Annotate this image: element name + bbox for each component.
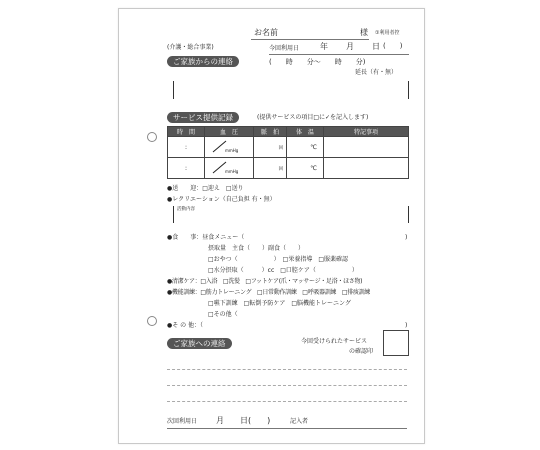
date-underline xyxy=(269,54,409,55)
notes-cell[interactable] xyxy=(324,137,409,158)
col-pulse: 脈 拍 xyxy=(254,127,287,137)
category-label: (介護・総合事業) xyxy=(167,44,214,51)
bp-unit: mmHg xyxy=(225,168,239,174)
pulse-cell[interactable] xyxy=(254,158,287,179)
pulse-unit: 回 xyxy=(278,145,283,151)
meal-line-4[interactable]: □水分摂取（ ）cc □口腔ケア（ ） xyxy=(208,267,358,274)
to-family-title: ご家族への連絡 xyxy=(167,338,232,349)
meal-line-2[interactable]: 摂取量 主食（ ）副食（ ） xyxy=(208,245,305,252)
meal-line-1[interactable]: ●食 事：昼食メニュー（ xyxy=(167,234,245,241)
temp-unit: ℃ xyxy=(310,143,317,151)
note-line[interactable] xyxy=(167,401,407,402)
training-line-2[interactable]: □嚥下訓練 □転倒予防ケア □脳機能トレーニング xyxy=(208,300,351,307)
transport-line[interactable]: ●送 迎：□迎え □送り xyxy=(167,185,244,192)
footer-underline xyxy=(167,428,407,429)
bp-cell[interactable] xyxy=(205,137,254,158)
stamp-box[interactable] xyxy=(383,330,409,356)
sama-label: 様 xyxy=(360,28,368,37)
pulse-cell[interactable] xyxy=(254,137,287,158)
next-day-label: 日( ) xyxy=(240,416,271,425)
notes-cell[interactable] xyxy=(324,158,409,179)
family-contact-title: ご家族からの連絡 xyxy=(167,56,239,67)
note-line[interactable] xyxy=(167,369,407,370)
vitals-row[interactable] xyxy=(168,158,409,179)
meal-line-3[interactable]: □おやつ（ ） □栄養指導 □服薬確認 xyxy=(208,256,349,263)
other-line[interactable]: ●そ の 他：（ xyxy=(167,322,204,329)
vitals-table xyxy=(167,126,409,179)
col-notes: 特記事項 xyxy=(324,127,409,137)
today-label: 今回利用日 xyxy=(269,45,300,52)
hygiene-line[interactable]: ●清潔ケア：□入浴 □洗髪 □フットケア(爪・マッサージ・足浴・ほさ物) xyxy=(167,278,363,285)
other-line-close: ) xyxy=(405,322,408,329)
day-label: 日 xyxy=(372,42,380,51)
col-temp: 体 温 xyxy=(287,127,324,137)
time-cell[interactable]: : xyxy=(168,158,205,179)
family-contact-box[interactable] xyxy=(173,81,409,99)
recreation-line[interactable]: ●レクリエーション（自己負担 有・無） xyxy=(167,196,276,203)
recorder-label: 記入者 xyxy=(290,418,309,425)
service-record-note: (提供サービスの項目□に✓を記入します) xyxy=(257,114,369,121)
note-line[interactable] xyxy=(167,385,407,386)
bp-unit: mmHg xyxy=(225,147,239,153)
time-cell[interactable]: : xyxy=(168,137,205,158)
training-line-1[interactable]: ●機能訓練：□筋力トレーニング □日常動作訓練 □呼吸器訓練 □排痰訓練 xyxy=(167,289,370,296)
service-record-title: サービス提供記録 xyxy=(167,112,239,123)
user-copy-label: ①利用者控 xyxy=(375,30,400,36)
weekday-paren: ( ) xyxy=(383,42,403,50)
pulse-unit: 回 xyxy=(278,166,283,172)
temp-unit: ℃ xyxy=(310,164,317,172)
next-date-label: 次回利用日 xyxy=(167,418,198,425)
confirm-label: 今回受けられたサービス xyxy=(301,338,368,345)
service-record-sheet xyxy=(118,8,425,444)
name-underline xyxy=(251,39,369,40)
vitals-header-row xyxy=(168,127,409,137)
year-label: 年 xyxy=(320,42,328,51)
activity-box[interactable] xyxy=(173,206,409,223)
extension-label: 延長（有・無） xyxy=(355,69,398,76)
month-label: 月 xyxy=(346,42,354,51)
col-time: 時 間 xyxy=(168,127,205,137)
training-line-3[interactable]: □その他（ xyxy=(208,311,238,318)
vitals-row[interactable] xyxy=(168,137,409,158)
meal-line-1-close: ) xyxy=(405,234,408,241)
time-row: ( 時 分～ 時 分) xyxy=(269,58,366,66)
name-label: お名前 xyxy=(254,28,278,37)
punch-hole-top xyxy=(147,132,157,142)
bp-cell[interactable] xyxy=(205,158,254,179)
bp-slash xyxy=(211,162,225,173)
confirm-label-2: の確認印 xyxy=(349,348,374,355)
activity-label: 活動内容 xyxy=(177,207,195,212)
temp-cell[interactable] xyxy=(287,137,324,158)
temp-cell[interactable] xyxy=(287,158,324,179)
col-bp: 血 圧 xyxy=(205,127,254,137)
punch-hole-bottom xyxy=(147,316,157,326)
bp-slash xyxy=(211,141,225,152)
next-month-label: 月 xyxy=(216,416,224,425)
